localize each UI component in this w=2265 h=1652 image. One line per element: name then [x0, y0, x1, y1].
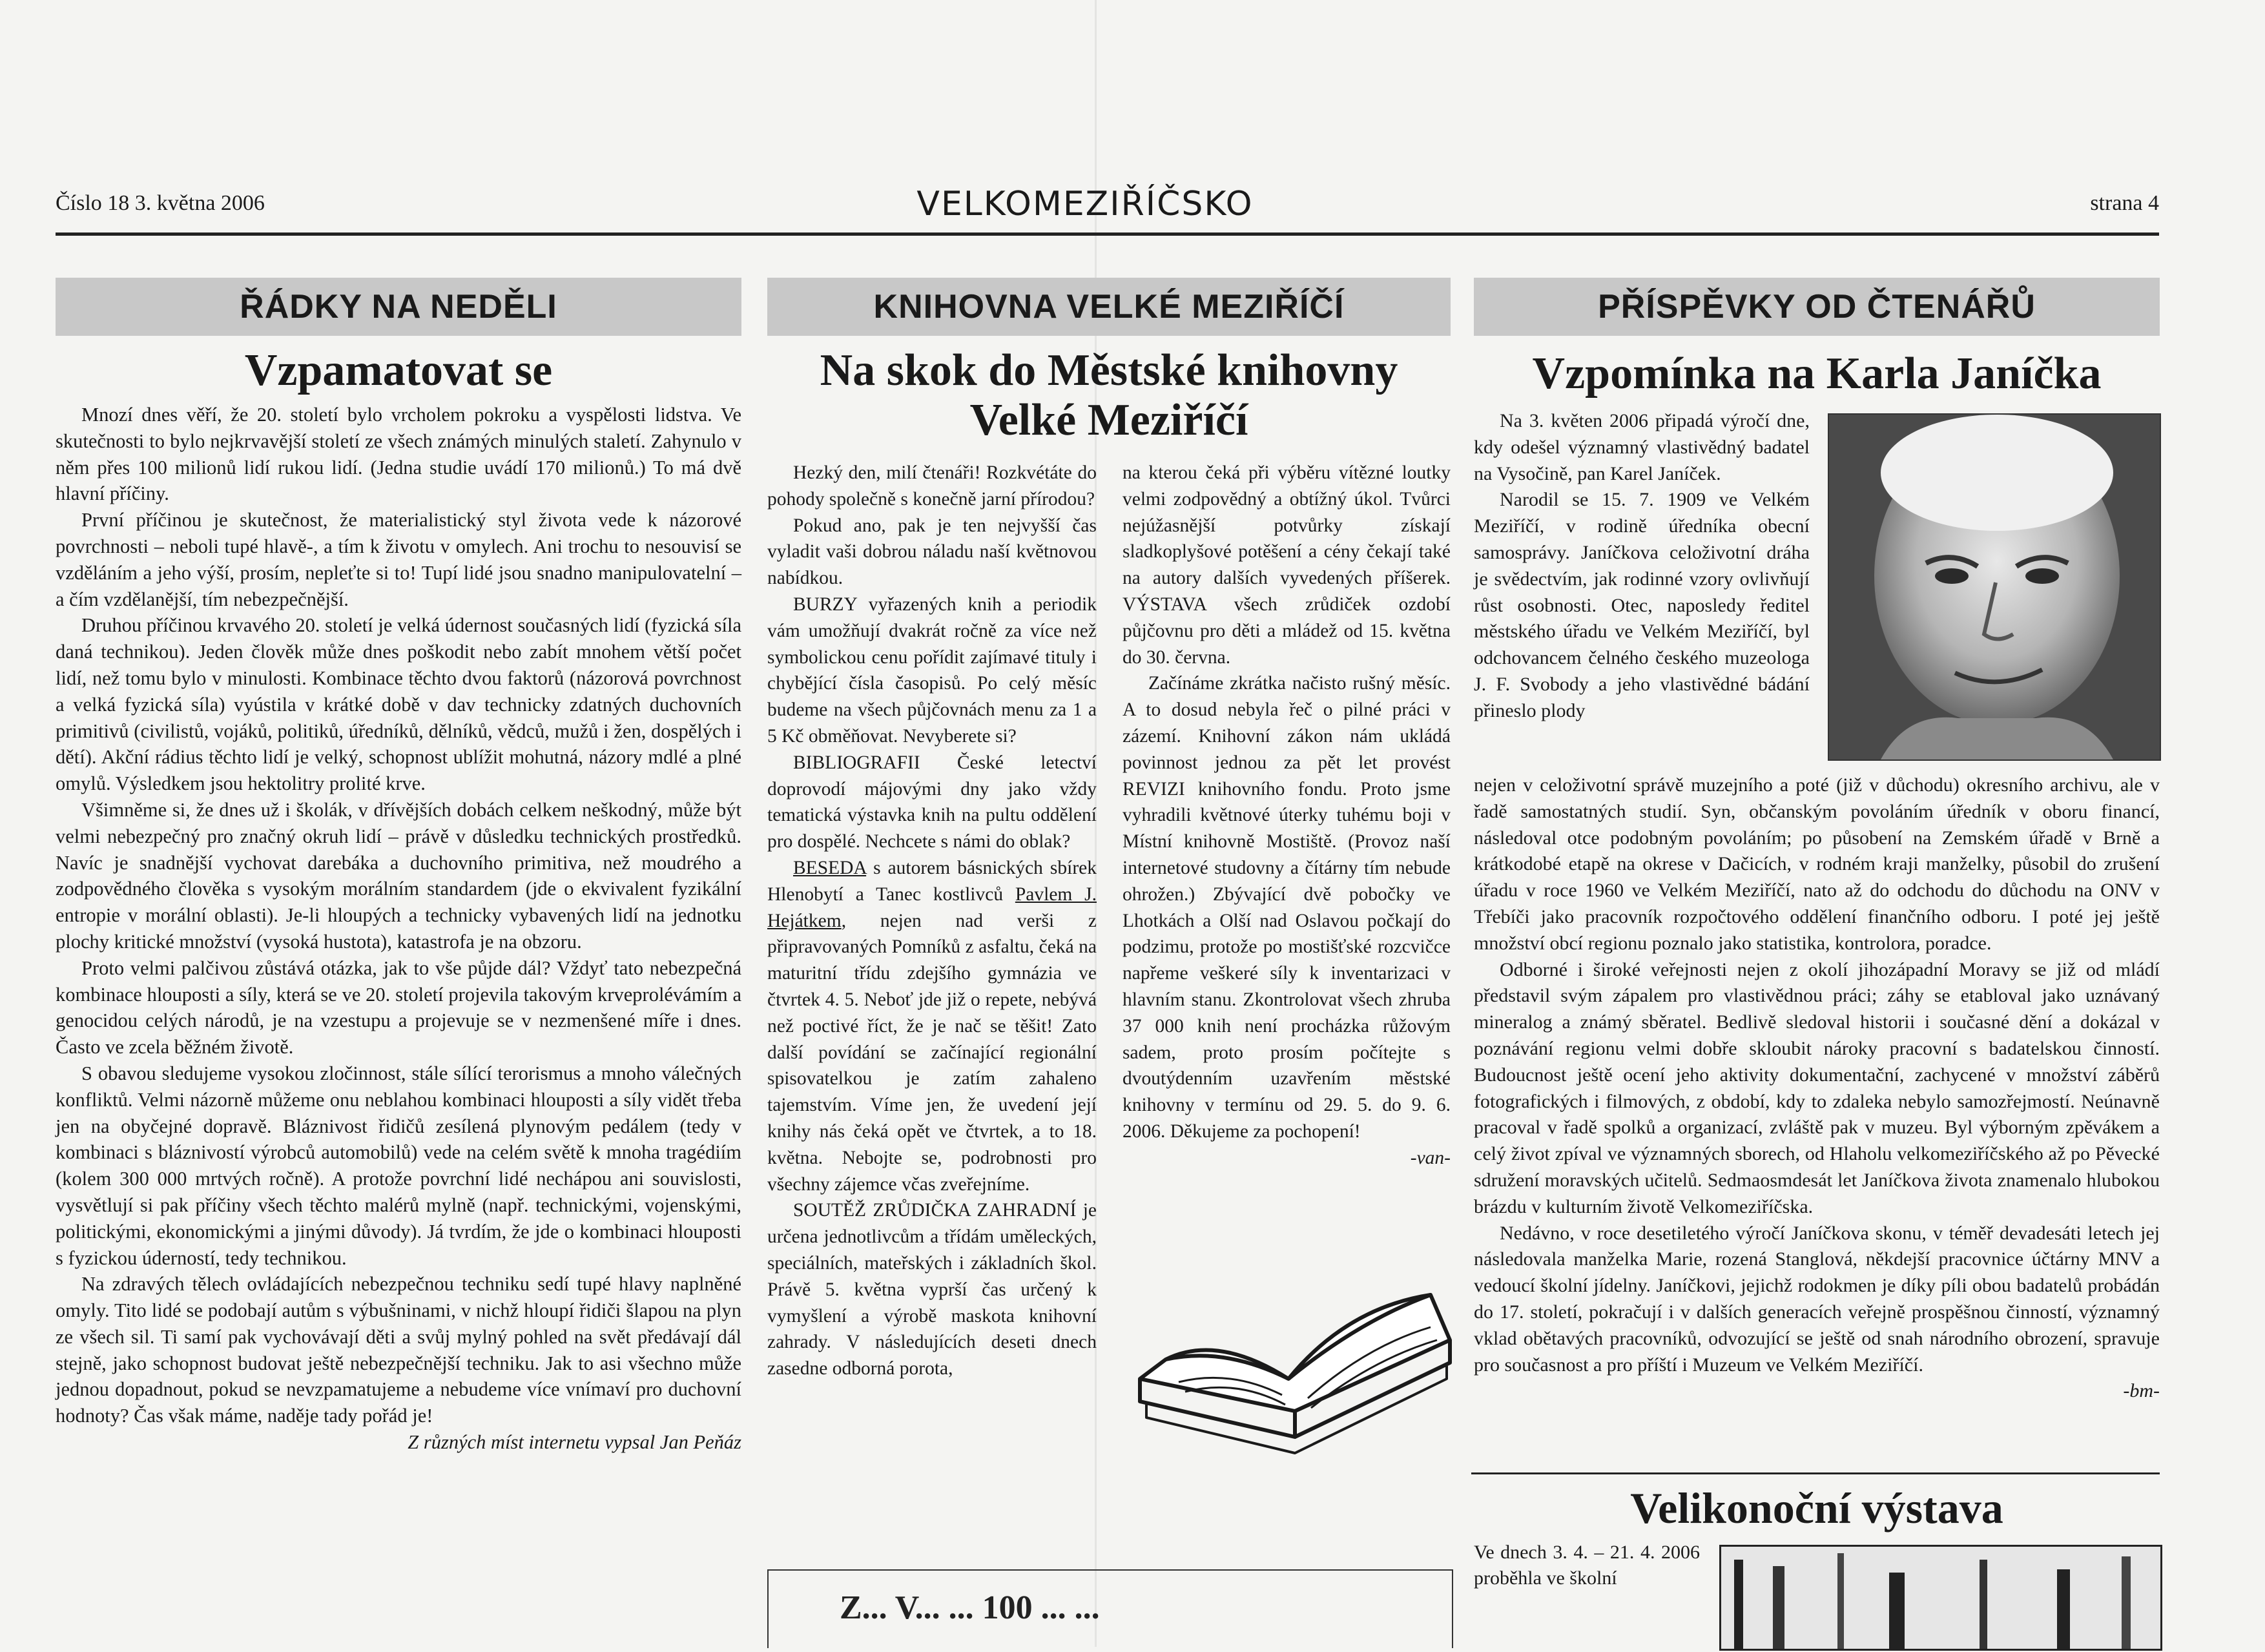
page-number: strana 4 — [2090, 191, 2159, 215]
author-link[interactable]: Pavlem J. Hejátkem — [767, 883, 1097, 931]
paragraph: Na zdravých tělech ovládajících nebezpečnou techniku sedí tupé hlavy naplněné omyly. Tito lidé se podobají autům s výbušninami, v nichž hloupí řidiči šlapou na plyn ze všech sil. Ti samí pak vychovávají děti a svůj mylný pohled na svět předávají dál stejně, jako schopnost budovat ještě nebezpečnější techniku. Jak to asi všechno může jednou dopadnout, pokud se nevzpamatujeme a nebudeme více vnímaví pro duchovní hodnoty? Čas však máme, naděje tady pořád je! — [56, 1273, 741, 1427]
paragraph: Proto velmi palčivou zůstává otázka, jak to vše půjde dál? Vždyť tato nebezpečná kombinace hlouposti a síly, která se ve 20. století projevila takovým krveprolévámím a genocidou celých národů, je na vzestupu a projevuje se v nezmenšené míře i dnes. Často ve zcela běžném životě. — [56, 956, 741, 1058]
paragraph: na kterou čeká při výběru vítězné loutky velmi zodpovědný a obtížný úkol. Tvůrci nejúžasnější potvůrky získají sladkoplyšové potěšení a cény čekají také na autory dalších vyvedených příšerek. VÝSTAVA všech zrůdiček ozdobí půjčovnu pro děti a mládež od 15. května do 30. června. — [1122, 462, 1451, 668]
header-rule — [56, 232, 2159, 236]
knihovna-left-column — [767, 460, 1097, 1382]
masthead-title: VELKOMEZIŘÍČSKO — [916, 185, 1254, 223]
paragraph: Odborné i široké veřejnosti nejen z okolí jihozápadní Moravy se již od mládí představil svým zápalem pro vlastivědnou práci; záhy se etabloval jako uznávaný mineralog a známý sběratel. Bedlivě sledoval historii i současné dění a dokázal v poznávání regionu velmi dobře skloubit nároky pracovní s badatelskou činností. Budoucnost ještě ocení jeho aktivity dokumentační, zachycené v množství záběrů fotografických i filmových, z období, kdy to zdaleka nebylo samozřejmostí. Neúnavně pracoval v řadě spolků a organizací, zvláště pak v muzeu. Byl výborným zpěvákem a celý život zpíval ve významných sborech, od Hlaholu velkomeziříčského až po Pěvecké sdružení moravských učitelů. Sedmaosmdesát let Janíčkova života znamenalo hlubokou brázdu v kulturním životě Velkomeziříčska. — [1474, 958, 2160, 1217]
paragraph: BIBLIOGRAFII České letectví doprovodí májovými dny jako vždy tematická výstavka knih na pultu oddělení pro dospělé. Nechcete s námi do oblak? — [767, 752, 1097, 852]
open-book-icon — [1127, 1282, 1463, 1469]
velikonocni-text — [1474, 1540, 1700, 1591]
section-banner-radky: ŘÁDKY NA NEDĚLI — [56, 278, 741, 336]
exhibition-image — [1721, 1547, 2160, 1649]
paragraph: Druhou příčinou krvavého 20. století je velká údernost současných lidí (fyzická síla daná technikou). Jeden člověk může dnes poškodit nebo zabít mnohem větší počet lidí, než tomu bylo v minulosti. Kombinace těchto dvou faktorů (názorová povrchnost a velká fyzická síla) vyústila v krátké době v dav technicky zdatných duchovních primitivů (civilistů, vojáků, politiků, úředníků, dělníků, vědců, mužů i žen, dospělých i dětí). Akční rádius těchto lidí je velký, schopnost ublížit mohutná, názory mdlé a plné omylů. Výsledkem jsou hektolitry prolité krve. — [56, 614, 741, 795]
beseda-link[interactable]: BESEDA — [793, 857, 867, 878]
paragraph: První příčinou je skutečnost, že materialistický styl života vede k názorové povrchnosti – neboli tupé hlavě-, a tím k životu v omylech. Ani trochu to nesouvisí se vzděláním a jeho výší, prosím, nepleťte si to! Tupí lidé jsou snadno manipulovatelní – a čím vzdělanější, tím nebezpečnější. — [56, 509, 741, 610]
headline-vzpamatovat: Vzpamatovat se — [244, 346, 553, 395]
paragraph: Pokud ano, pak je ten nejvyšší čas vyladit vaši dobrou náladu naší květnovou nabídkou. — [767, 515, 1097, 589]
headline-knihovna: Na skok do Městské knihovny Velké Meziříčí — [820, 346, 1398, 445]
section-banner-prispevky: PŘÍSPĚVKY OD ČTENÁŘŮ — [1474, 278, 2160, 336]
paragraph: Začínáme zkrátka načisto rušný měsíc. A to dosud nebyla řeč o pilné práci v zázemí. Knihovní zákon nám ukládá povinnost jednou za pět let provést REVIZI knihovního fondu. Proto jsme vyhradili květnové úterky tuhému boji v Místní knihovně Mostiště. (Provoz naší internetové studovny a čítárny tím nebude ohrožen.) Zbývající dvě pobočky ve Lhotkách a Olší nad Oslavou počkají do podzimu, protože po mostišťské rozcvičce napřeme veškeré síly k inventarizaci v hlavním stanu. Zkontrolovat všech zhruba 37 000 knih není procházka růžovým sadem, proto prosím počítejte s dvoutýdenním uzavřením městské knihovny v termínu od 29. 5. do 9. 6. 2006. Děkujeme za pochopení! — [1122, 673, 1451, 1142]
paragraph: SOUTĚŽ ZRŮDIČKA ZAHRADNÍ je určena jednotlivcům a třídám uměleckých, speciálních, mateřských i základních škol. Právě 5. května vyprší čas určený k vymyšlení a výrobě maskota knihovní zahrady. V následujících deseti dnech zasedne odborná porota, — [767, 1200, 1097, 1379]
paragraph: Hezký den, milí čtenáři! Rozkvétáte do pohody společně s konečně jarní přírodou? — [767, 462, 1097, 510]
portrait-image — [1829, 415, 2160, 759]
paragraph: Na 3. květen 2006 připadá výročí dne, kdy odešel významný vlastivědný badatel na Vysočině, pan Karel Janíček. — [1474, 410, 1810, 484]
vzpominka-wide — [1474, 772, 2160, 1405]
issue-info: Číslo 18 3. května 2006 — [56, 191, 265, 215]
author-signature: -van- — [1410, 1147, 1451, 1168]
headline-velikonocni: Velikonoční výstava — [1630, 1483, 2003, 1533]
next-article-teaser: Z... V... ... 100 ... ... — [840, 1589, 1100, 1626]
knihovna-right-column — [1122, 460, 1451, 1172]
headline-vzpominka: Vzpomínka na Karla Janíčka — [1532, 349, 2102, 398]
paragraph: Všimněme si, že dnes už i školák, v dřívějších dobách celkem neškodný, může být velmi nebezpečný pro značný okruh lidí – právě v důsledku technických prostředků. Navíc je snadnější vychovat darebáka a duchovního primitiva, než moudrého a zodpovědného člověka s vysokým morálním standardem (jde o ekvivalent fyzikální entropie v morální oblasti). Je-li hloupých a technicky vybavených lidí na jednotku plochy kritické množství (vysoká hustota), katastrofa je na obzoru. — [56, 798, 741, 953]
paragraph: Nedávno, v roce desetiletého výročí Janíčkova skonu, v téměř devadesáti letech jej následovala manželka Marie, rozená Stanglová, někdejší pracovnice účtárny MNV a vedoucí školní jídelny. Janíčkovi, jejichž rodokmen je díky píli obou badatelů probádán do 17. století, pokračují i v dalších generacích veřejně prospěšnou činností, významný vklad obětavých pracovníků, odvozující se ještě od snah národního obrození, spravuje pro současnost a pro příští i Muzeum ve Velkém Meziříčí. — [1474, 1222, 2160, 1376]
paragraph: Ve dnech 3. 4. – 21. 4. 2006 proběhla ve školní — [1474, 1542, 1700, 1589]
paragraph: S obavou sledujeme vysokou zločinnost, stále sílící terorismus a mnoho válečných konfliktů. Velmi názorně můžeme onu neblahou kombinaci hlouposti a síly vidět třeba jen na obyčejné dopravě. Bláznivost řidičů zesílená plynovým pedálem (tedy v kombinaci s bláznivostí výrobců automobilů) vede na celém světě k mnoha tragédiím (kolem 300 000 mrtvých ročně). A protože povrchní lidé nechápou ani souvislosti, vysvětlují si pak příčiny všech těchto malérů mylně (např. technickými, vojenskými, politickými, ekonomickými a jinými důvody). Já tvrdím, že jde o kombinaci hlouposti s fyzickou úderností, tedy technikou. — [56, 1062, 741, 1269]
exhibition-photo — [1719, 1545, 2162, 1651]
portrait-photo — [1828, 413, 2161, 761]
author-signature: Z různých míst internetu vypsal Jan Peňáz — [408, 1431, 741, 1454]
section-banner-knihovna: KNIHOVNA VELKÉ MEZIŘÍČÍ — [767, 278, 1451, 336]
paragraph-beseda: BESEDA s autorem básnických sbírek Hlenobytí a Tanec kostlivců Pavlem J. Hejátkem, nejen nad verši z připravovaných Pomníků z asfaltu, čeká na maturitní třídu zdejšího gymnázia ve čtvrtek 4. 5. Neboť jde již o repete, nebývá než poctivé říct, že je nač se těšit! Zato další povídání se začínající regionální spisovatelkou je zatím zahaleno tajemstvím. Víme jen, že uvedení její knihy nás čeká opět ve čtvrtek, a to 18. května. Nebojte se, podrobnosti pro všechny zájemce včas zveřejníme. — [767, 857, 1097, 1195]
author-signature: -bm- — [2123, 1380, 2160, 1402]
vzpominka-narrow — [1474, 408, 1810, 725]
paragraph: Narodil se 15. 7. 1909 ve Velkém Meziříčí, v rodině úředníka obecní samosprávy. Janíčkova celoživotní dráha je svědectvím, jak rodinné vzory ovlivňují růst osobnosti. Otec, naposledy ředitel městského úřadu ve Velkém Meziříčí, byl odchovancem čelného českého muzeologa J. F. Svobody a jeho vlastivědné bádání přineslo plody — [1474, 489, 1810, 721]
article-divider — [1471, 1472, 2160, 1474]
paragraph: BURZY vyřazených knih a periodik vám umožňují dvakrát ročně za více než symbolickou cenu pořídit zajímavé tituly i chybějící čísla časopisů. Po celý měsíc budeme na všech půjčovnách menu za 1 a 5 Kč obměňovat. Nevyberete si? — [767, 594, 1097, 747]
article-vzpamatovat — [56, 402, 741, 1456]
paragraph: nejen v celoživotní správě muzejního a poté (již v důchodu) okresního archivu, ale v řadě samostatných studií. Syn, občanským povoláním úředník v oboru financí, následoval otce podobným povoláním; po působení na Zemském úřadě v Brně a krátkodobé etapě na okrese v Dačicích, v rodném kraji manželky, působil do zrušení úřadu v roce 1960 ve Velkém Meziříčí, nato až do odchodu do důchodu na ONV v Třebíči jako pracovník rozpočtového oddělení finančního odboru. I poté jej ještě množství obcí regionu poznalo jako statistika, kontrolora, poradce. — [1474, 774, 2160, 954]
paragraph: Mnozí dnes věří, že 20. století bylo vrcholem pokroku a vyspělosti lidstva. Ve skutečnosti to bylo nejkrvavější století ze všech známých minulých staletí. Zahynulo v něm přes 100 milionů lidí rukou lidí. (Jedna studie uvádí 170 milionů.) To má dvě hlavní příčiny. — [56, 404, 741, 505]
